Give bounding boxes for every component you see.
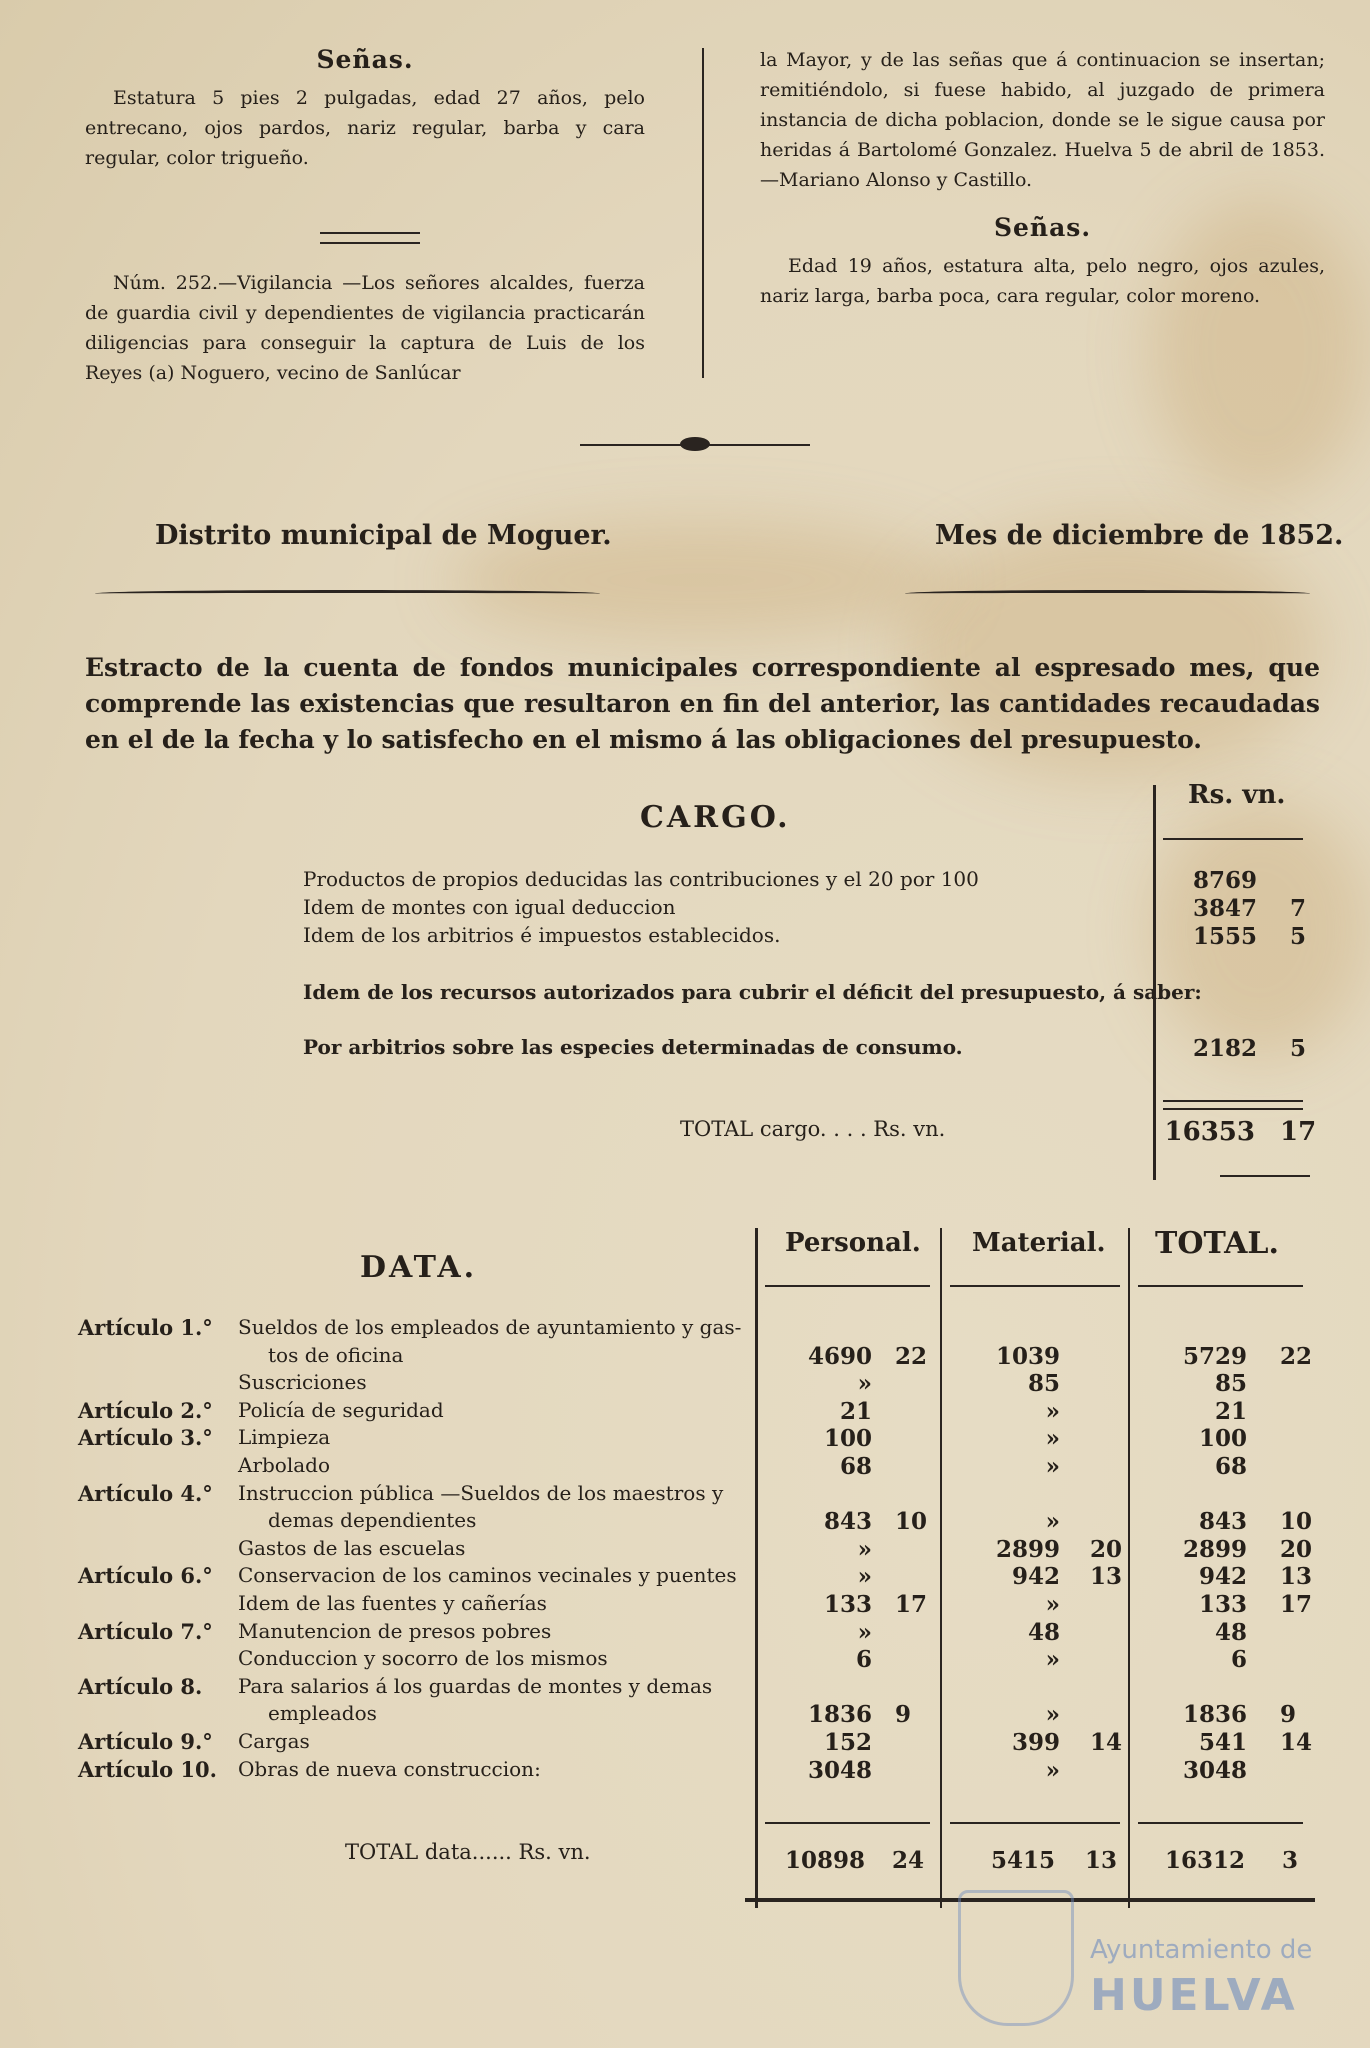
- data-row-material: »: [1045, 1398, 1060, 1425]
- data-row-total: 3048: [1182, 1757, 1247, 1784]
- data-row-material: »: [1045, 1701, 1060, 1728]
- data-row-article: Artículo 8.: [78, 1674, 203, 1699]
- left-notice: [85, 268, 645, 388]
- cargo-row-label: Productos de propios deducidas las contribuciones y el 20 por 100: [303, 867, 979, 891]
- data-row-total: 6: [1230, 1646, 1247, 1673]
- data-total-cents: 3: [1282, 1847, 1299, 1874]
- data-rule-mt: [1128, 1228, 1130, 1908]
- data-head-rule-p: [765, 1285, 930, 1287]
- data-row-total: 48: [1214, 1619, 1247, 1646]
- data-rule-left: [755, 1228, 758, 1908]
- ornament-rule: [580, 444, 810, 452]
- cargo-sum-rule-2: [1163, 1108, 1303, 1110]
- data-row-material: »: [1045, 1425, 1060, 1452]
- data-row-material: »: [1045, 1453, 1060, 1480]
- data-row-concept: Obras de nueva construccion:: [238, 1757, 541, 1781]
- data-row-personal: 21: [839, 1398, 872, 1425]
- data-row-total: 100: [1198, 1425, 1247, 1452]
- column-divider: [702, 48, 704, 378]
- data-row-personal: 3048: [807, 1757, 872, 1784]
- data-head-rule-t: [1138, 1285, 1303, 1287]
- data-row-article: Artículo 4.°: [78, 1481, 213, 1506]
- data-row-total: 133: [1198, 1591, 1247, 1618]
- data-row-material: 399: [1011, 1729, 1060, 1756]
- data-row-article: Artículo 3.°: [78, 1425, 213, 1450]
- col-total: TOTAL.: [1155, 1226, 1279, 1261]
- data-row-material: 48: [1027, 1619, 1060, 1646]
- cargo-col-header: Rs. vn.: [1188, 780, 1286, 810]
- data-row-article: Artículo 7.°: [78, 1619, 213, 1644]
- data-row-material: »: [1045, 1646, 1060, 1673]
- data-row-total-cents: 13: [1280, 1563, 1313, 1590]
- cargo-total-rule: [1220, 1175, 1310, 1177]
- watermark-line1: Ayuntamiento de: [1090, 1935, 1313, 1965]
- data-row-total: 5729: [1182, 1343, 1247, 1370]
- data-row-concept: empleados: [268, 1701, 377, 1725]
- data-row-concept: Conduccion y socorro de los mismos: [238, 1646, 608, 1670]
- cargo-row-label: Idem de los arbitrios é impuestos establecidos.: [303, 923, 781, 947]
- data-row-concept: tos de oficina: [268, 1343, 404, 1367]
- cargo-total: 16353: [1164, 1117, 1255, 1147]
- cargo-row-label: Idem de los recursos autorizados para cubrir el déficit del presupuesto, á saber:: [303, 980, 1202, 1004]
- cargo-row-label: Idem de montes con igual deduccion: [303, 895, 676, 919]
- data-row-concept: Gastos de las escuelas: [238, 1536, 466, 1560]
- huelva-seal-icon: [958, 1890, 1074, 2026]
- data-row-total: 942: [1198, 1563, 1247, 1590]
- data-row-concept: demas dependientes: [268, 1508, 477, 1532]
- data-row-concept: Policía de seguridad: [238, 1398, 444, 1422]
- data-sum-rule-t: [1138, 1822, 1303, 1824]
- cargo-row-cents: 5: [1290, 923, 1307, 950]
- data-row-material: 85: [1027, 1370, 1060, 1397]
- data-row-personal: 68: [839, 1453, 872, 1480]
- data-row-material: 942: [1011, 1563, 1060, 1590]
- data-row-concept: Suscriciones: [238, 1370, 367, 1394]
- data-row-total: 2899: [1182, 1536, 1247, 1563]
- data-row-total-cents: 17: [1280, 1591, 1313, 1618]
- cargo-row-amount: 3847: [1192, 895, 1257, 922]
- data-rule-pm: [940, 1228, 942, 1908]
- data-row-material: »: [1045, 1508, 1060, 1535]
- data-row-material: 1039: [995, 1343, 1060, 1370]
- data-row-total-cents: 9: [1280, 1701, 1297, 1728]
- data-total-label: TOTAL data...... Rs. vn.: [345, 1840, 591, 1864]
- data-sum-rule-p: [765, 1822, 930, 1824]
- data-row-total: 843: [1198, 1508, 1247, 1535]
- data-row-concept: Cargas: [238, 1729, 310, 1753]
- data-title: DATA.: [360, 1250, 478, 1285]
- data-row-material: 2899: [995, 1536, 1060, 1563]
- data-row-personal: 843: [823, 1508, 872, 1535]
- col-personal: Personal.: [785, 1228, 921, 1258]
- data-row-personal: »: [857, 1619, 872, 1646]
- data-row-concept: Conservacion de los caminos vecinales y puentes: [238, 1563, 737, 1587]
- data-total-personal: 10898: [784, 1847, 865, 1874]
- data-row-total-cents: 20: [1280, 1536, 1313, 1563]
- data-row-personal-cents: 10: [895, 1508, 928, 1535]
- month-title: Mes de diciembre de 1852.: [935, 520, 1344, 551]
- data-row-concept: Para salarios á los guardas de montes y demas: [238, 1674, 713, 1698]
- data-row-concept: Sueldos de los empleados de ayuntamiento y gas-: [238, 1315, 742, 1339]
- left-column: [85, 45, 645, 173]
- data-row-article: Artículo 2.°: [78, 1398, 213, 1423]
- data-row-total: 1836: [1182, 1701, 1247, 1728]
- cargo-row-amount: 2182: [1192, 1035, 1257, 1062]
- cargo-total-cents: 17: [1280, 1117, 1317, 1147]
- data-row-total: 85: [1214, 1370, 1247, 1397]
- cargo-sum-rule-1: [1163, 1100, 1303, 1102]
- data-row-personal-cents: 17: [895, 1591, 928, 1618]
- data-total-material: 5415: [990, 1847, 1055, 1874]
- cargo-title: CARGO.: [640, 800, 791, 835]
- data-row-personal: 6: [855, 1646, 872, 1673]
- data-row-total: 68: [1214, 1453, 1247, 1480]
- data-sum-rule-m: [950, 1822, 1120, 1824]
- col-material: Material.: [972, 1228, 1106, 1258]
- watermark-line2: HUELVA: [1090, 1970, 1298, 2021]
- data-row-total: 541: [1198, 1729, 1247, 1756]
- data-row-total: 21: [1214, 1398, 1247, 1425]
- data-row-personal: 152: [823, 1729, 872, 1756]
- data-row-article: Artículo 9.°: [78, 1729, 213, 1754]
- data-row-article: Artículo 6.°: [78, 1563, 213, 1588]
- notice-252: Núm. 252.—Vigilancia —Los señores alcaldes, fuerza de guardia civil y dependientes de vigilancia practicarán diligencias para conseguir la captura de Luis de los Reyes (a) Noguero, vecino de Sanlúcar: [85, 272, 645, 384]
- data-row-total-cents: 10: [1280, 1508, 1313, 1535]
- month-rule: [905, 590, 1310, 597]
- data-row-personal: 1836: [807, 1701, 872, 1728]
- cargo-row-cents: 5: [1290, 1035, 1307, 1062]
- cargo-total-label: TOTAL cargo. . . . Rs. vn.: [680, 1117, 946, 1141]
- data-row-concept: Limpieza: [238, 1425, 331, 1449]
- cargo-row-amount: 1555: [1192, 923, 1257, 950]
- cargo-row-cents: 7: [1290, 895, 1307, 922]
- cargo-row-label: Por arbitrios sobre las especies determinadas de consumo.: [303, 1035, 963, 1059]
- data-row-personal: »: [857, 1370, 872, 1397]
- data-row-personal-cents: 9: [895, 1701, 912, 1728]
- data-total-material-cents: 13: [1085, 1847, 1118, 1874]
- data-row-concept: Arbolado: [238, 1453, 331, 1477]
- notice-continuation: la Mayor, y de las señas que á continuacion se insertan; remitiéndolo, si fuese habido, al juzgado de primera instancia de dicha poblacion, donde se le sigue causa por heridas á Bartolomé Gonzalez. Huelva 5 de abril de 1853.—Mariano Alonso y Castillo.: [760, 49, 1325, 191]
- data-row-material-cents: 14: [1090, 1729, 1123, 1756]
- right-senas-heading: Señas.: [993, 213, 1092, 242]
- data-head-rule-m: [950, 1285, 1120, 1287]
- data-row-concept: Manutencion de presos pobres: [238, 1619, 552, 1643]
- right-column: [760, 45, 1325, 311]
- data-row-article: Artículo 10.: [78, 1757, 217, 1782]
- data-row-material: »: [1045, 1591, 1060, 1618]
- data-row-personal: 4690: [807, 1343, 872, 1370]
- data-row-article: Artículo 1.°: [78, 1315, 213, 1340]
- data-row-concept: Instruccion pública —Sueldos de los maestros y: [238, 1481, 724, 1505]
- data-row-concept: Idem de las fuentes y cañerías: [238, 1591, 547, 1615]
- separator-dash: [320, 232, 420, 244]
- district-title: Distrito municipal de Moguer.: [155, 520, 612, 551]
- district-rule: [95, 590, 600, 597]
- intro-paragraph: Estracto de la cuenta de fondos municipales correspondiente al espresado mes, que comprende las existencias que resultaron en fin del anterior, las cantidades recaudadas en el de la fecha y lo satisfecho en el mismo á las obligaciones del presupuesto.: [85, 653, 1320, 754]
- data-row-personal: 100: [823, 1425, 872, 1452]
- right-senas-desc: Edad 19 años, estatura alta, pelo negro, ojos azules, nariz larga, barba poca, cara regular, color moreno.: [760, 255, 1325, 307]
- data-row-total-cents: 22: [1280, 1343, 1313, 1370]
- left-senas-heading: Señas.: [316, 45, 414, 74]
- data-row-personal-cents: 22: [895, 1343, 928, 1370]
- data-row-material-cents: 13: [1090, 1563, 1123, 1590]
- data-row-personal: »: [857, 1563, 872, 1590]
- data-total-personal-cents: 24: [892, 1847, 925, 1874]
- cargo-header-rule: [1163, 838, 1303, 840]
- data-row-personal: »: [857, 1536, 872, 1563]
- data-row-personal: 133: [823, 1591, 872, 1618]
- data-row-material: »: [1045, 1757, 1060, 1784]
- data-row-total-cents: 14: [1280, 1729, 1313, 1756]
- left-senas-desc: Estatura 5 pies 2 pulgadas, edad 27 años, pelo entrecano, ojos pardos, nariz regular, barba y cara regular, color trigueño.: [85, 87, 645, 169]
- data-row-material-cents: 20: [1090, 1536, 1123, 1563]
- cargo-row-amount: 8769: [1192, 867, 1257, 894]
- data-total: 16312: [1164, 1847, 1245, 1874]
